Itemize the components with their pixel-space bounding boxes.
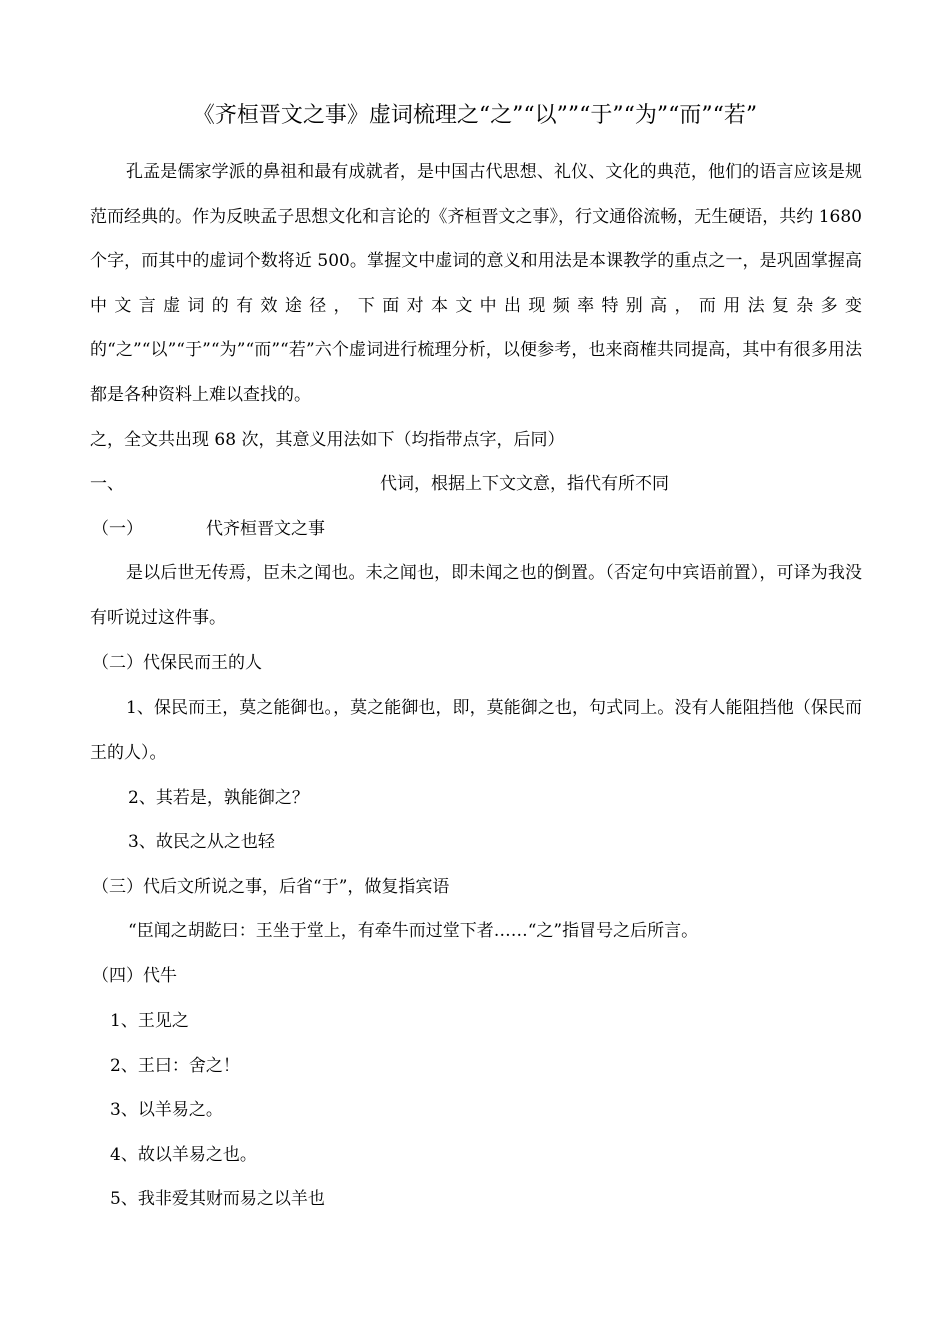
sub-2-heading: （二）代保民而王的人 [92, 653, 262, 673]
sub-4-heading: （四）代牛 [92, 966, 177, 986]
sub-3-heading: （三）代后文所说之事，后省“于”，做复指宾语 [92, 877, 450, 897]
list-item: 5、我非爱其财而易之以羊也 [110, 1189, 325, 1209]
list-item: 2、王曰：舍之！ [110, 1056, 240, 1076]
list-item: 4、故以羊易之也。 [110, 1145, 257, 1165]
section-1-number: 一、 [90, 474, 124, 494]
sub-2-item-2: 2、其若是，孰能御之？ [128, 788, 309, 808]
sub-2-item-3: 3、故民之从之也轻 [128, 832, 275, 852]
zhi-summary: 之，全文共出现 68 次，其意义用法如下（均指带点字，后同） [90, 430, 565, 450]
intro-paragraph: 孔孟是儒家学派的鼻祖和最有成就者，是中国古代思想、礼仪、文化的典范，他们的语言应该是规范而经典的。作为反映孟子思想文化和言论的《齐桓晋文之事》，行文通俗流畅，无生硬语，共约 1680 个字，而其中的虚词个数将近 500。掌握文中虚词的意义和用法是本课教学的重点之一，是巩固掌握高中文言虚词的有效途径，下面对本文中出现频率特别高，而用法复杂多变的“之”“以”“于”“为”“而”“若”六个虚词进行梳理分析，以便参考，也来商榷共同提高，其中有很多用法都是各种资料上难以查找的。 [90, 162, 862, 405]
sub-1-example: 是以后世无传焉，臣未之闻也。未之闻也，即未闻之也的倒置。（否定句中宾语前置），可译为我没有听说过这件事。 [90, 563, 862, 628]
sub-1-heading: 代齐桓晋文之事 [206, 519, 325, 539]
sub-1-number: （一） [92, 519, 143, 539]
sub-3-example: “臣闻之胡龁曰：王坐于堂上，有牵牛而过堂下者……“之”指冒号之后所言。 [128, 921, 699, 941]
list-item: 1、王见之 [110, 1011, 189, 1031]
sub-2-item-1: 1、保民而王，莫之能御也。，莫之能御也，即，莫能御之也，句式同上。没有人能阻挡他（保民而王的人）。 [90, 698, 862, 763]
list-item: 3、以羊易之。 [110, 1100, 223, 1120]
section-1-heading: 代词，根据上下文文意，指代有所不同 [380, 474, 669, 494]
document-title: 《齐桓晋文之事》虚词梳理之“之”“以””“于”“为”“而”“若” [192, 103, 758, 128]
